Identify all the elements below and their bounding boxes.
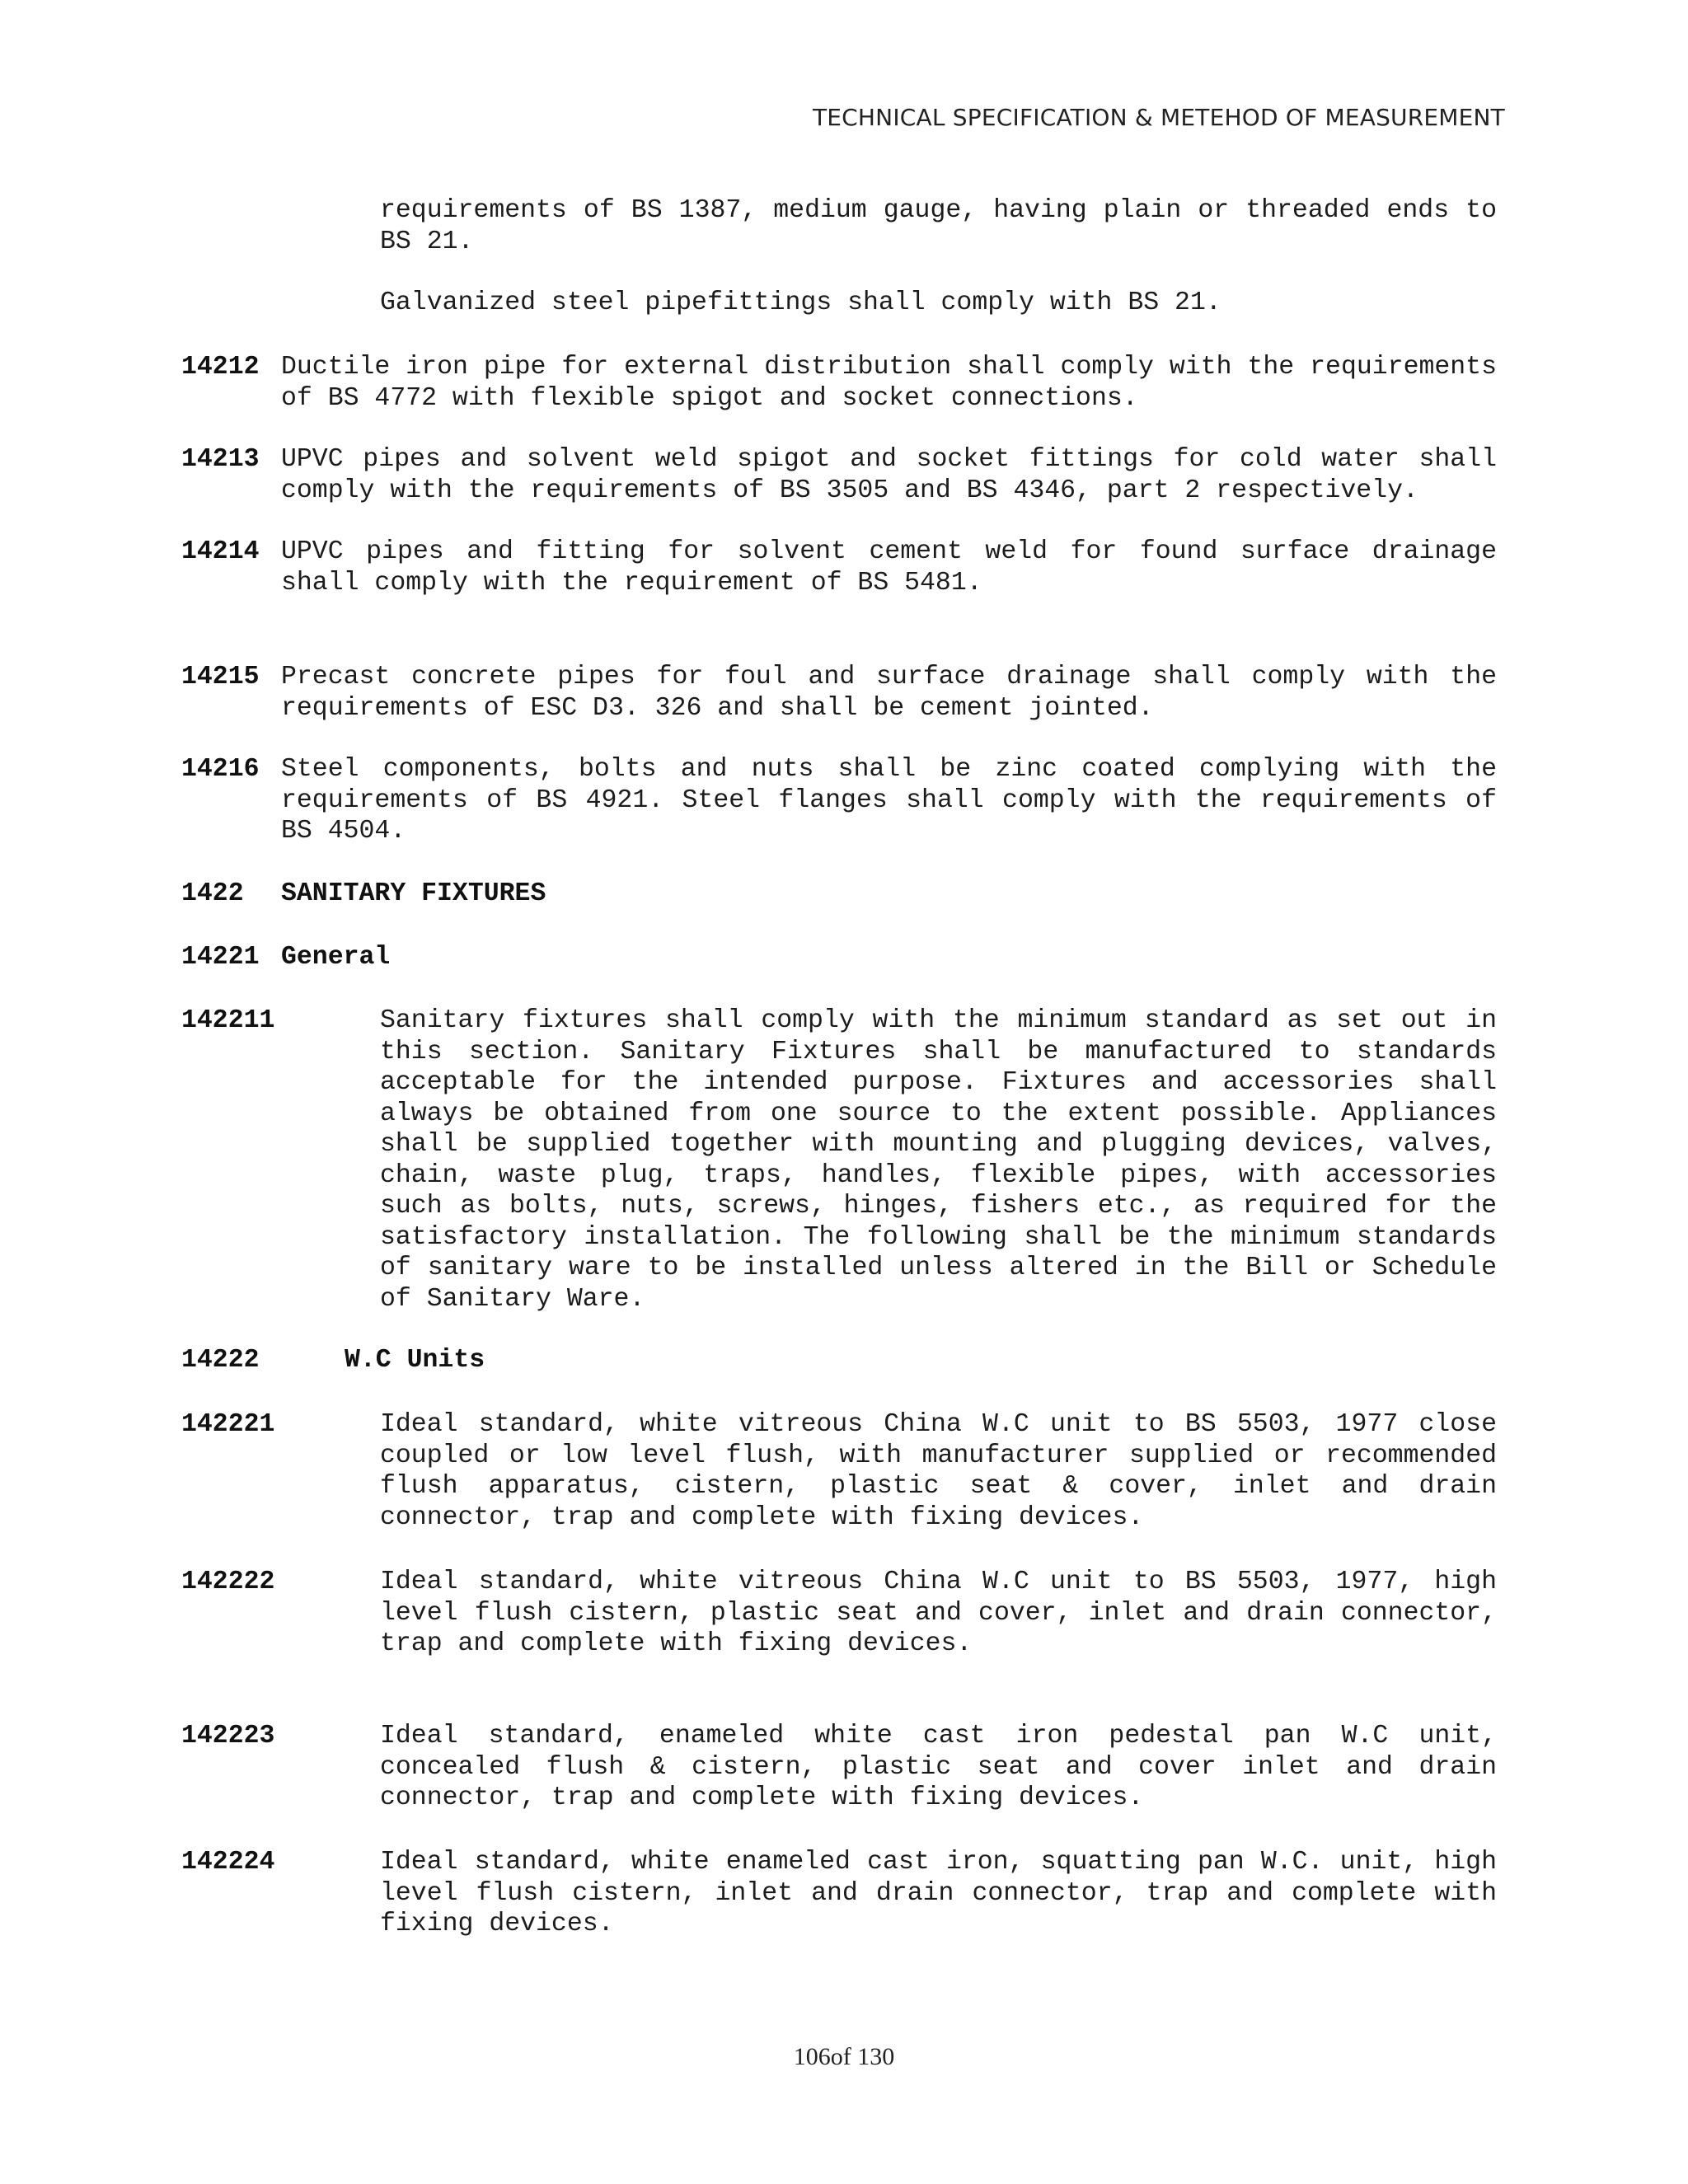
clause-text-142222: Ideal standard, white vitreous China W.C unit to BS 5503, 1977, high level flush cistern, plastic seat and cover, inlet and drain connector, trap and complete with fixing devices. <box>380 1568 1497 1658</box>
clause-number-142222: 142222 <box>181 1568 275 1596</box>
section-number-14222: 14222 <box>181 1346 260 1375</box>
page-header-title: TECHNICAL SPECIFICATION & METEHOD OF MEASUREMENT <box>812 104 1505 131</box>
clause-number-142223: 142223 <box>181 1722 275 1750</box>
section-title-wc-units: W.C Units <box>345 1346 485 1375</box>
section-title-sanitary-fixtures: SANITARY FIXTURES <box>281 879 546 908</box>
item-text-14214: UPVC pipes and fitting for solvent cement weld for found surface drainage shall comply with the requirement of BS 5481. <box>281 537 1497 598</box>
item-text-14212: Ductile iron pipe for external distribution shall comply with the requirements of BS 4772 with flexible spigot and socket connections. <box>281 353 1497 413</box>
clause-number-142221: 142221 <box>181 1410 275 1439</box>
intro-continuation: requirements of BS 1387, medium gauge, having plain or threaded ends to BS 21. <box>380 196 1497 256</box>
clause-text-142221: Ideal standard, white vitreous China W.C unit to BS 5503, 1977 close coupled or low level flush, with manufacturer supplied or recommended flush apparatus, cistern, plastic seat & cover, inlet and drain connector, trap and complete with fixing devices. <box>380 1410 1497 1532</box>
clause-text-142211: Sanitary fixtures shall comply with the minimum standard as set out in this section. Sanitary Fixtures shall be manufactured to standards acceptable for the intended purpose. Fixtures and accessories shall always be obtained from one source to the extent possible. Appliances shall be supplied together with mounting and plugging devices, valves, chain, waste plug, traps, handles, flexible pipes, with accessories such as bolts, nuts, screws, hinges, fishers etc., as required for the satisfactory installation. The following shall be the minimum standards of sanitary ware to be installed unless altered in the Bill or Schedule of Sanitary Ware. <box>380 1006 1497 1314</box>
page-number: 106of 130 <box>793 2043 895 2070</box>
item-text-14216: Steel components, bolts and nuts shall be zinc coated complying with the requirements of BS 4921. Steel flanges shall comply with the requirements of BS 4504. <box>281 755 1497 846</box>
section-number-14221: 14221 <box>181 943 260 972</box>
clause-number-142211: 142211 <box>181 1006 275 1035</box>
clause-number-142224: 142224 <box>181 1848 275 1877</box>
intro-galvanized: Galvanized steel pipefittings shall comply with BS 21. <box>380 288 1221 317</box>
section-title-general: General <box>281 943 391 972</box>
section-number-1422: 1422 <box>181 879 244 908</box>
item-number-14213: 14213 <box>181 445 260 474</box>
item-number-14214: 14214 <box>181 537 260 566</box>
item-number-14212: 14212 <box>181 353 260 382</box>
clause-text-142224: Ideal standard, white enameled cast iron, squatting pan W.C. unit, high level flush cistern, inlet and drain connector, trap and complete with fixing devices. <box>380 1848 1497 1938</box>
clause-text-142223: Ideal standard, enameled white cast iron pedestal pan W.C unit, concealed flush & cistern, plastic seat and cover inlet and drain connector, trap and complete with fixing devices. <box>380 1722 1497 1812</box>
item-number-14216: 14216 <box>181 755 260 784</box>
item-number-14215: 14215 <box>181 663 260 691</box>
item-text-14213: UPVC pipes and solvent weld spigot and socket fittings for cold water shall comply with the requirements of BS 3505 and BS 4346, part 2 respectively. <box>281 445 1497 505</box>
item-text-14215: Precast concrete pipes for foul and surface drainage shall comply with the requirements of ESC D3. 326 and shall be cement jointed. <box>281 663 1497 723</box>
